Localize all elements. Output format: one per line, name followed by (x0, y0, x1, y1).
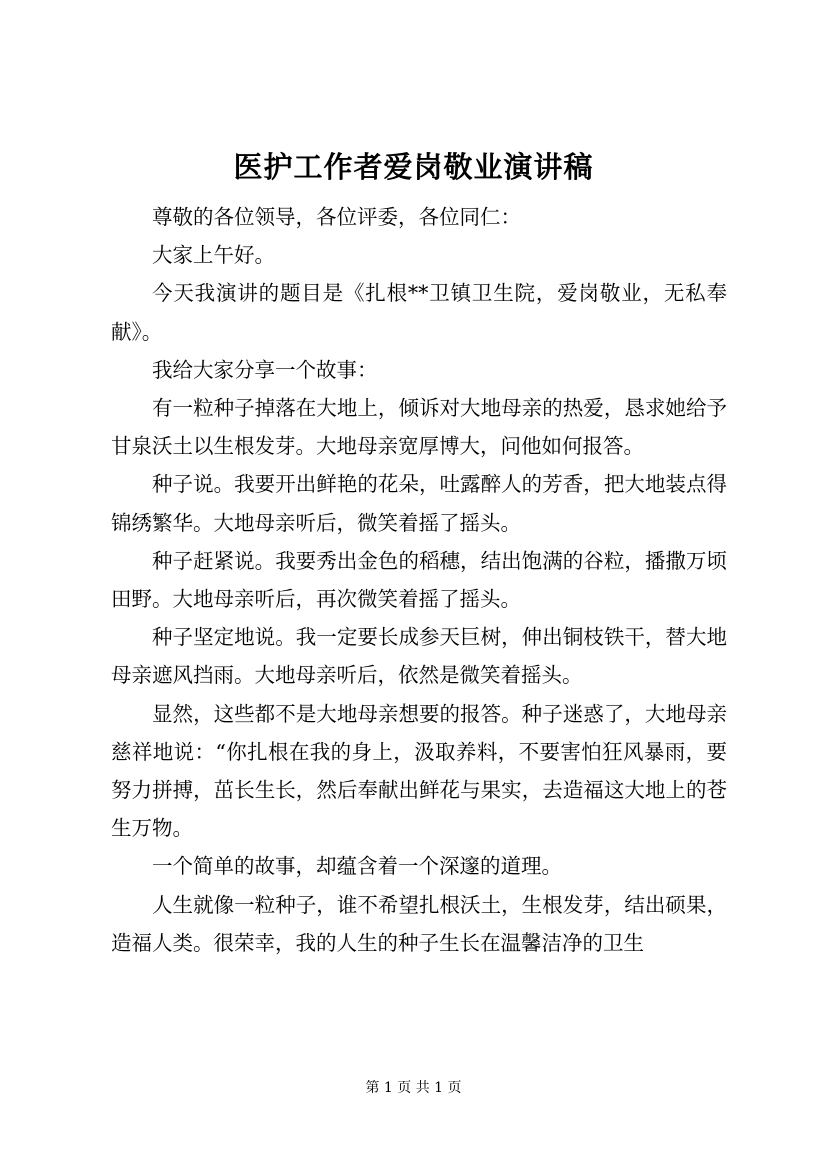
paragraph: 大家上午好。 (152, 243, 275, 268)
paragraph: 一个简单的故事，却蕴含着一个深邃的道理。 (152, 854, 562, 879)
paragraph: 人生就像一粒种子，谁不希望扎根沃土，生根发芽，结出硕果，造福人类。很荣幸，我的人生的种子生长在温馨洁净的卫生 (111, 892, 727, 955)
paragraph: 我给大家分享一个故事： (152, 357, 378, 382)
paragraph: 种子坚定地说。我一定要长成参天巨树，伸出铜枝铁干，替大地母亲遮风挡雨。大地母亲听后，依然是微笑着摇头。 (111, 625, 727, 688)
paragraph: 今天我演讲的题目是《扎根**卫镇卫生院，爱岗敬业，无私奉献》。 (111, 281, 727, 344)
paragraph: 有一粒种子掉落在大地上，倾诉对大地母亲的热爱，恳求她给予甘泉沃土以生根发芽。大地母亲宽厚博大，问他如何报答。 (111, 396, 727, 459)
paragraph: 种子说。我要开出鲜艳的花朵，吐露醉人的芳香，把大地装点得锦绣繁华。大地母亲听后，微笑着摇了摇头。 (111, 472, 727, 535)
page-footer: 第 1 页 共 1 页 (365, 1080, 462, 1096)
document-body (111, 198, 727, 962)
paragraph: 显然，这些都不是大地母亲想要的报答。种子迷惑了，大地母亲慈祥地说：“你扎根在我的身上，汲取养料，不要害怕狂风暴雨，要努力拼搏，茁长生长，然后奉献出鲜花与果实，去造福这大地上的苍生万物。 (111, 701, 727, 841)
paragraph: 种子赶紧说。我要秀出金色的稻穗，结出饱满的谷粒，播撒万顷田野。大地母亲听后，再次微笑着摇了摇头。 (111, 548, 727, 612)
document-title: 医护工作者爱岗敬业演讲稿 (233, 150, 594, 184)
paragraph: 尊敬的各位领导，各位评委，各位同仁： (152, 205, 521, 229)
